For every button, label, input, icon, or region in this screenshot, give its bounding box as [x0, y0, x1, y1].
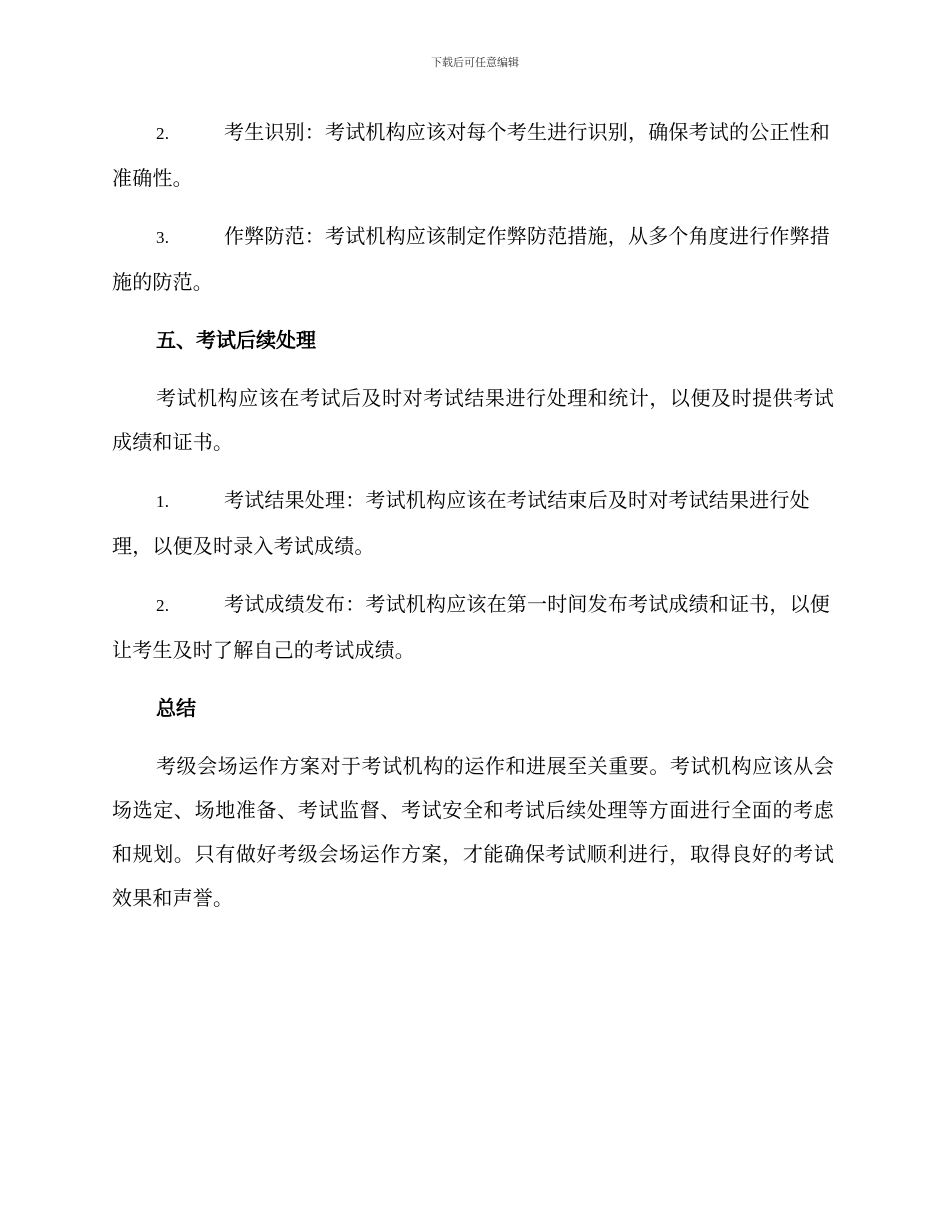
paragraph-summary: 考级会场运作方案对于考试机构的运作和进展至关重要。考试机构应该从会场选定、场地准备、考试监督、考试安全和考试后续处理等方面进行全面的考虑和规划。只有做好考级会场运作方案，才能确保考试顺利进行，取得良好的考试效果和声誉。	[112, 754, 834, 910]
list-item-candidate-identification	[112, 110, 834, 200]
list-number: 2.	[156, 124, 170, 143]
list-number: 2.	[156, 596, 170, 615]
list-item-result-processing	[112, 478, 834, 568]
section-heading-summary: 总结	[156, 696, 196, 720]
list-item-score-release	[112, 582, 834, 672]
page-header-note: 下载后可任意编辑	[431, 56, 519, 69]
list-text: 作弊防范：考试机构应该制定作弊防范措施，从多个角度进行作弊措施的防范。	[112, 224, 830, 294]
paragraph-follow-up: 考试机构应该在考试后及时对考试结果进行处理和统计，以便及时提供考试成绩和证书。	[112, 386, 834, 454]
list-number: 3.	[156, 228, 170, 247]
list-item-cheating-prevention	[112, 214, 834, 304]
document-body	[112, 110, 834, 934]
list-text: 考生识别：考试机构应该对每个考生进行识别，确保考试的公正性和准确性。	[112, 120, 830, 190]
section-heading-follow-up: 五、考试后续处理	[156, 328, 316, 352]
list-number: 1.	[156, 492, 170, 511]
list-text: 考试结果处理：考试机构应该在考试结束后及时对考试结果进行处理，以便及时录入考试成绩。	[112, 488, 810, 558]
list-text: 考试成绩发布：考试机构应该在第一时间发布考试成绩和证书，以便让考生及时了解自己的考试成绩。	[112, 592, 830, 662]
